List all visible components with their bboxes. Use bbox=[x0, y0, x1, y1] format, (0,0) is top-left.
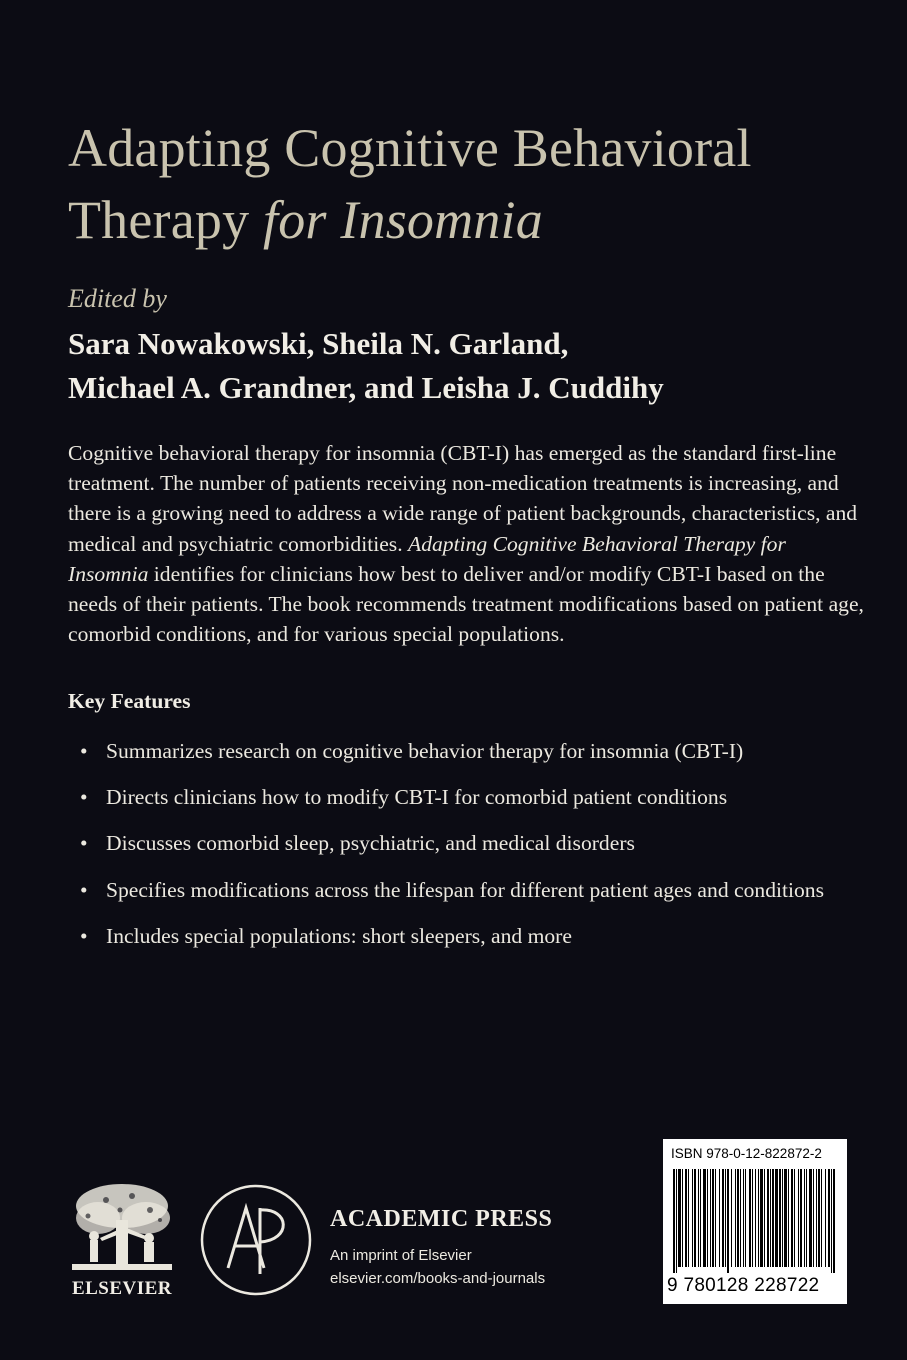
bullet-icon: • bbox=[80, 831, 88, 856]
feature-text: Discusses comorbid sleep, psychiatric, and medical disorders bbox=[106, 831, 635, 856]
feature-text: Directs clinicians how to modify CBT-I for comorbid patient conditions bbox=[106, 785, 728, 810]
description-part-2: identifies for clinicians how best to deliver and/or modify CBT-I based on the needs of their patients. The book recommends treatment modifications based on patient age, comorbid conditions, and for various special populations. bbox=[68, 561, 864, 647]
barcode-bar bbox=[782, 1169, 783, 1267]
title-line-2-italic: for Insomnia bbox=[263, 190, 543, 250]
barcode-bar bbox=[784, 1169, 787, 1267]
barcode-bar bbox=[779, 1169, 781, 1267]
barcode-bar bbox=[715, 1169, 716, 1267]
barcode-bar bbox=[755, 1169, 756, 1267]
edited-by-label: Edited by bbox=[68, 284, 167, 313]
elsevier-wordmark: ELSEVIER bbox=[71, 1278, 173, 1299]
barcode-bar bbox=[758, 1169, 759, 1267]
barcode-bar bbox=[707, 1169, 708, 1267]
barcode-bar bbox=[813, 1169, 814, 1267]
barcode-bar bbox=[673, 1169, 675, 1273]
barcode-bar bbox=[692, 1169, 693, 1267]
key-features-heading: Key Features bbox=[68, 689, 191, 713]
barcode-bar bbox=[788, 1169, 789, 1267]
barcode-bar bbox=[700, 1169, 701, 1267]
barcode-bar bbox=[775, 1169, 778, 1267]
barcode-bar bbox=[735, 1169, 736, 1267]
tree-engraving-icon bbox=[66, 1180, 178, 1276]
barcode-bar bbox=[703, 1169, 706, 1267]
imprint-text: An imprint of Elsevier bbox=[330, 1247, 472, 1264]
barcode-bar bbox=[816, 1169, 817, 1267]
barcode-bar bbox=[772, 1169, 774, 1267]
description-part-1: Cognitive behavioral therapy for insomnia (CBT-I) has emerged as the standard first-line treatment. The number of patients receiving non-medication treatments is increasing, and there is a growing need to address a wide range of patient backgrounds, characteristics, and medical and psychiatric comorbidities. bbox=[68, 441, 858, 556]
barcode-bar bbox=[678, 1169, 681, 1267]
barcode-bar bbox=[800, 1169, 802, 1267]
bullet-icon: • bbox=[80, 923, 88, 948]
bullet-icon: • bbox=[80, 785, 88, 810]
barcode-bar bbox=[791, 1169, 793, 1267]
book-title bbox=[68, 112, 888, 256]
barcode-bar bbox=[698, 1169, 699, 1267]
ap-circle-logo-icon bbox=[198, 1182, 314, 1298]
academic-press-name: ACADEMIC PRESS bbox=[330, 1206, 553, 1232]
barcode-bar bbox=[831, 1169, 832, 1273]
feature-item bbox=[80, 782, 870, 812]
key-features-list bbox=[80, 736, 870, 967]
barcode-bar bbox=[688, 1169, 689, 1267]
barcode-bar bbox=[731, 1169, 732, 1267]
barcode-digits: 9 780128 228722 bbox=[667, 1275, 820, 1296]
barcode-bar bbox=[719, 1169, 720, 1267]
barcode-bar bbox=[806, 1169, 807, 1267]
title-line-2-plain: Therapy bbox=[68, 190, 264, 250]
barcode-bar bbox=[798, 1169, 799, 1267]
barcode-bar bbox=[694, 1169, 696, 1267]
title-line-2 bbox=[68, 184, 888, 256]
barcode-bar bbox=[749, 1169, 751, 1267]
barcode-bar bbox=[725, 1169, 726, 1267]
feature-item bbox=[80, 921, 870, 951]
barcode-bar bbox=[710, 1169, 711, 1267]
barcode-bar bbox=[685, 1169, 687, 1267]
description-book-title: Adapting Cognitive Behavioral Therapy for Insomnia bbox=[68, 531, 786, 586]
barcode-bar bbox=[722, 1169, 724, 1267]
barcode-bar bbox=[794, 1169, 795, 1267]
bullet-icon: • bbox=[80, 739, 88, 763]
feature-item bbox=[80, 736, 870, 766]
feature-text: Includes special populations: short sleepers, and more bbox=[106, 923, 572, 948]
barcode-bar bbox=[809, 1169, 812, 1267]
barcode-bar bbox=[828, 1169, 830, 1267]
barcode-bar bbox=[745, 1169, 746, 1267]
barcode-bar bbox=[727, 1169, 729, 1273]
barcode-bar bbox=[682, 1169, 683, 1267]
editors-line-1: Sara Nowakowski, Sheila N. Garland, bbox=[68, 326, 569, 361]
barcode-bar bbox=[760, 1169, 763, 1267]
barcode-bar bbox=[825, 1169, 826, 1267]
feature-text: Summarizes research on cognitive behavior therapy for insomnia (CBT-I) bbox=[106, 739, 744, 763]
barcode-icon bbox=[671, 1169, 839, 1273]
editors bbox=[68, 322, 888, 410]
isbn-label: ISBN 978-0-12-822872-2 bbox=[671, 1146, 822, 1161]
barcode-bar bbox=[764, 1169, 765, 1267]
editors-line-2: Michael A. Grandner, and Leisha J. Cuddihy bbox=[68, 370, 664, 405]
publisher-url: elsevier.com/books-and-journals bbox=[330, 1270, 546, 1287]
barcode-bar bbox=[770, 1169, 771, 1267]
barcode-bar bbox=[833, 1169, 835, 1273]
barcode-bar bbox=[804, 1169, 805, 1267]
bullet-icon: • bbox=[80, 877, 88, 902]
barcode-bar bbox=[737, 1169, 739, 1267]
barcode-bar bbox=[821, 1169, 822, 1267]
barcode-bar bbox=[712, 1169, 714, 1267]
elsevier-logo bbox=[66, 1180, 178, 1300]
academic-press-block bbox=[330, 1206, 552, 1287]
barcode-bar bbox=[752, 1169, 753, 1267]
feature-text: Specifies modifications across the lifespan for different patient ages and conditions bbox=[106, 877, 824, 902]
barcode-bar bbox=[740, 1169, 741, 1267]
isbn-barcode bbox=[663, 1139, 847, 1304]
barcode-bar bbox=[818, 1169, 820, 1267]
description-paragraph bbox=[68, 438, 868, 649]
feature-item bbox=[80, 828, 870, 858]
barcode-bar bbox=[676, 1169, 677, 1273]
barcode-bar bbox=[767, 1169, 769, 1267]
feature-item bbox=[80, 875, 870, 905]
title-line-1: Adapting Cognitive Behavioral bbox=[68, 118, 752, 178]
barcode-bar bbox=[743, 1169, 744, 1267]
